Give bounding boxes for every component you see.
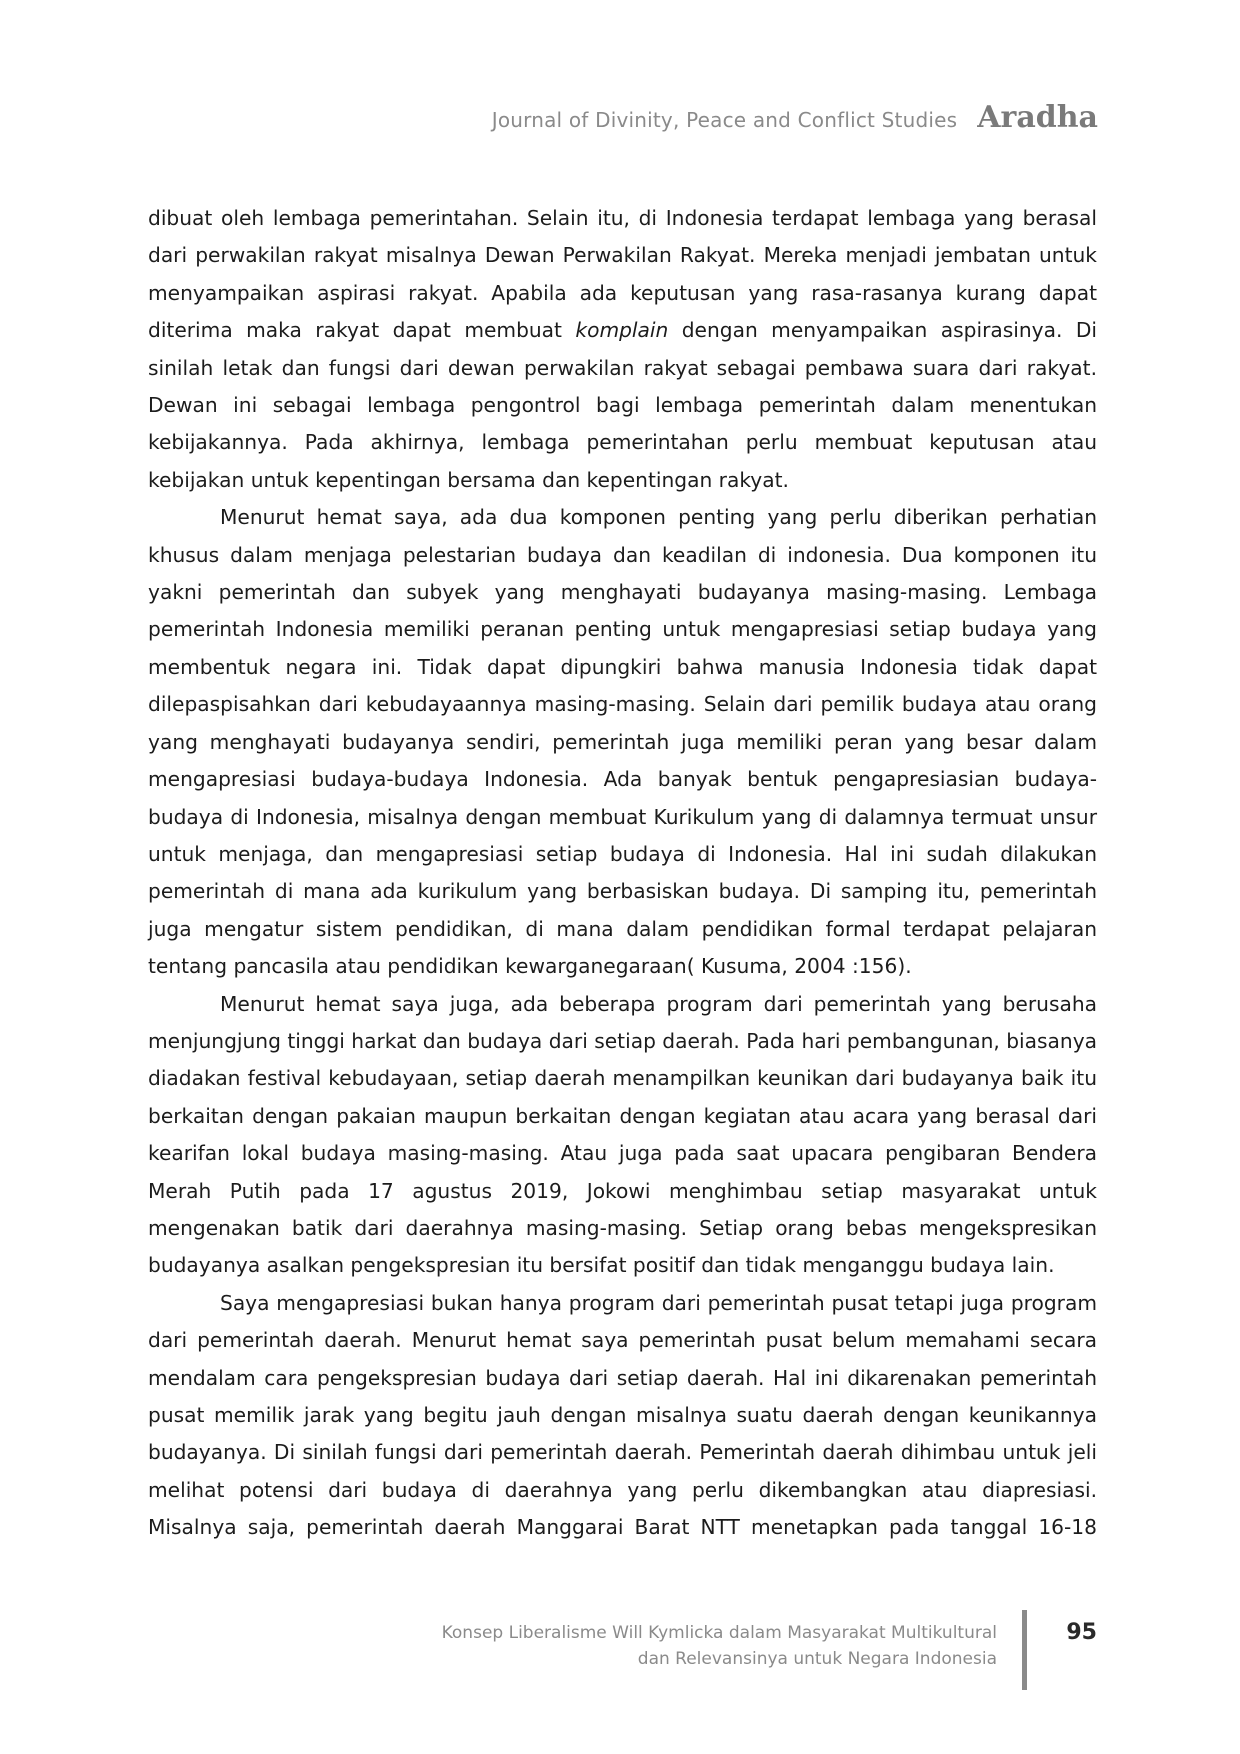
- paragraph-1-part-1: dibuat oleh lembaga pemerintahan. Selain itu, di Indonesia terdapat lembaga yang berasal dari perwakilan rakyat misalnya Dewan Perwakilan Rakyat. Mereka menjadi jembatan untuk menyampaikan aspirasi rakyat. Apabila ada keputusan yang rasa-rasanya kurang dapat diterima maka rakyat dapat membuat: [148, 206, 1097, 343]
- paragraph-3: Menurut hemat saya juga, ada beberapa program dari pemerintah yang berusaha menjungjung tinggi harkat dan budaya dari setiap daerah. Pada hari pembangunan, biasanya diadakan festival kebudayaan, setiap daerah menampilkan keunikan dari budayanya baik itu berkaitan dengan pakaian maupun berkaitan dengan kegiatan atau acara yang berasal dari kearifan lokal budaya masing-masing. Atau juga pada saat upacara pengibaran Bendera Merah Putih pada 17 agustus 2019, Jokowi menghimbau setiap masyarakat untuk mengenakan batik dari daerahnya masing-masing. Setiap orang bebas mengekspresikan budayanya asalkan pengekspresian itu bersifat positif dan tidak menganggu budaya lain.: [148, 991, 1098, 1278]
- article-title-line-2: dan Relevansinya untuk Negara Indonesia: [637, 1649, 997, 1669]
- paragraph-1-emphasis: komplain: [575, 318, 669, 343]
- article-title-line-1: Konsep Liberalisme Will Kymlicka dalam Masyarakat Multikultural: [441, 1623, 997, 1643]
- running-header: [492, 100, 1098, 135]
- footer-divider: [1022, 1610, 1027, 1690]
- article-title-footer: [442, 1620, 997, 1672]
- paragraph-2: Menurut hemat saya, ada dua komponen penting yang perlu diberikan perhatian khusus dalam menjaga pelestarian budaya dan keadilan di indonesia. Dua komponen itu yakni pemerintah dan subyek yang menghayati budayanya masing-masing. Lembaga pemerintah Indonesia memiliki peranan penting untuk mengapresiasi setiap budaya yang membentuk negara ini. Tidak dapat dipungkiri bahwa manusia Indonesia tidak dapat dilepaspisahkan dari kebudayaannya masing-masing. Selain dari pemilik budaya atau orang yang menghayati budayanya sendiri, pemerintah juga memiliki peran yang besar dalam mengapresiasi budaya-budaya Indonesia. Ada banyak bentuk pengapresiasian budaya-budaya di Indonesia, misalnya dengan membuat Kurikulum yang di dalamnya termuat unsur untuk menjaga, dan mengapresiasi setiap budaya di Indonesia. Hal ini sudah dilakukan pemerintah di mana ada kurikulum yang berbasiskan budaya. Di samping itu, pemerintah juga mengatur sistem pendidikan, di mana dalam pendidikan formal terdapat pelajaran tentang pancasila atau pendidikan kewarganegaraan( Kusuma, 2004 :156).: [148, 505, 1097, 979]
- article-body: [148, 200, 1097, 1547]
- journal-name: Journal of Divinity, Peace and Conflict Studies: [491, 108, 958, 132]
- paragraph-1: [148, 200, 1097, 499]
- paragraph-4: Saya mengapresiasi bukan hanya program dari pemerintah pusat tetapi juga program dari pemerintah daerah. Menurut hemat saya pemerintah pusat belum memahami secara mendalam cara pengekspresian budaya dari setiap daerah. Hal ini dikarenakan pemerintah pusat memilik jarak yang begitu jauh dengan misalnya suatu daerah dengan keunikannya budayanya. Di sinilah fungsi dari pemerintah daerah. Pemerintah daerah dihimbau untuk jeli melihat potensi dari budaya di daerahnya yang perlu dikembangkan atau diapresiasi. Misalnya saja, pemerintah daerah Manggarai Barat NTT menetapkan pada tanggal 16-18: [148, 1290, 1097, 1540]
- paragraph-1-part-2: dengan menyampaikan aspirasinya. Di sinilah letak dan fungsi dari dewan perwakilan rakyat sebagai pembawa suara dari rakyat. Dewan ini sebagai lembaga pengontrol bagi lembaga pemerintah dalam menentukan kebijakannya. Pada akhirnya, lembaga pemerintahan perlu membuat keputusan atau kebijakan untuk kepentingan bersama dan kepentingan rakyat.: [148, 318, 1097, 492]
- page-number: 95: [1066, 1620, 1097, 1645]
- journal-logo: Aradha: [977, 100, 1098, 135]
- running-footer: [148, 1610, 1097, 1690]
